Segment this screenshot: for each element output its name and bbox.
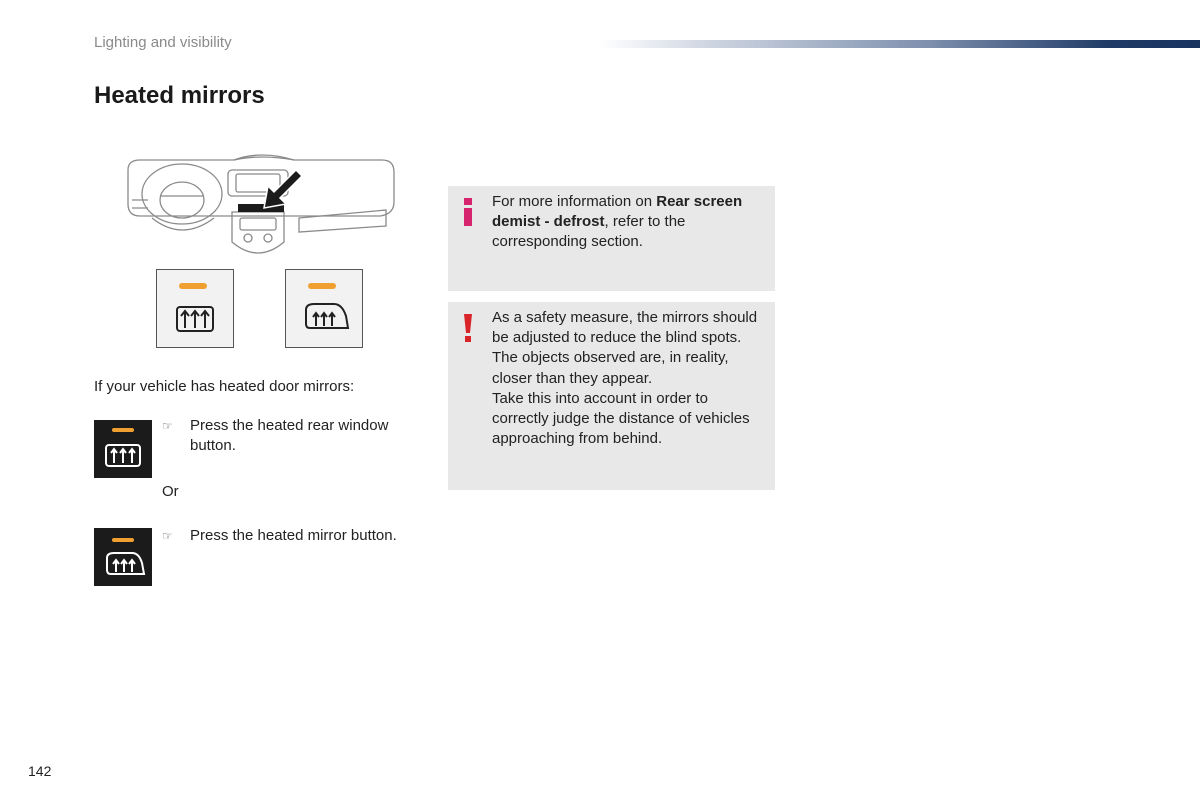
info-icon [462,198,474,226]
info-note-link-title: Rear screen demist - defrost [492,193,743,231]
mirror-button-illustration [285,269,363,348]
dashboard-illustration [124,152,398,272]
warning-note [448,302,775,490]
info-note-text: For more information on Rear screen demist - defrost, refer to the corresponding section. [492,193,743,251]
step-text: Press the heated mirror button. [190,527,397,544]
rear-window-button-icon [94,420,152,478]
section-label: Lighting and visibility [94,34,232,51]
intro-text: If your vehicle has heated door mirrors: [94,378,355,395]
header-bar [600,40,1200,48]
pointing-hand-icon: ☞ [162,529,173,543]
step-heated-rear-window [162,416,412,456]
or-text: Or [162,483,179,500]
pointing-hand-icon: ☞ [162,419,173,433]
info-note [448,186,775,291]
warning-line: As a safety measure, the mirrors should be adjusted to reduce the blind spots. [492,309,758,347]
warning-line: Take this into account in order to correctly judge the distance of vehicles approaching from behind. [492,389,750,448]
warning-line: The objects observed are, in reality, closer than they appear. [492,349,729,387]
step-text: Press the heated rear window button. [190,417,389,454]
rear-window-button-illustration [156,269,234,348]
heated-mirror-button-icon [94,528,152,586]
step-heated-mirror [162,526,412,546]
page-number: 142 [28,763,52,779]
page-title: Heated mirrors [94,82,265,109]
warning-note-text [492,308,767,449]
warning-icon [462,314,474,342]
